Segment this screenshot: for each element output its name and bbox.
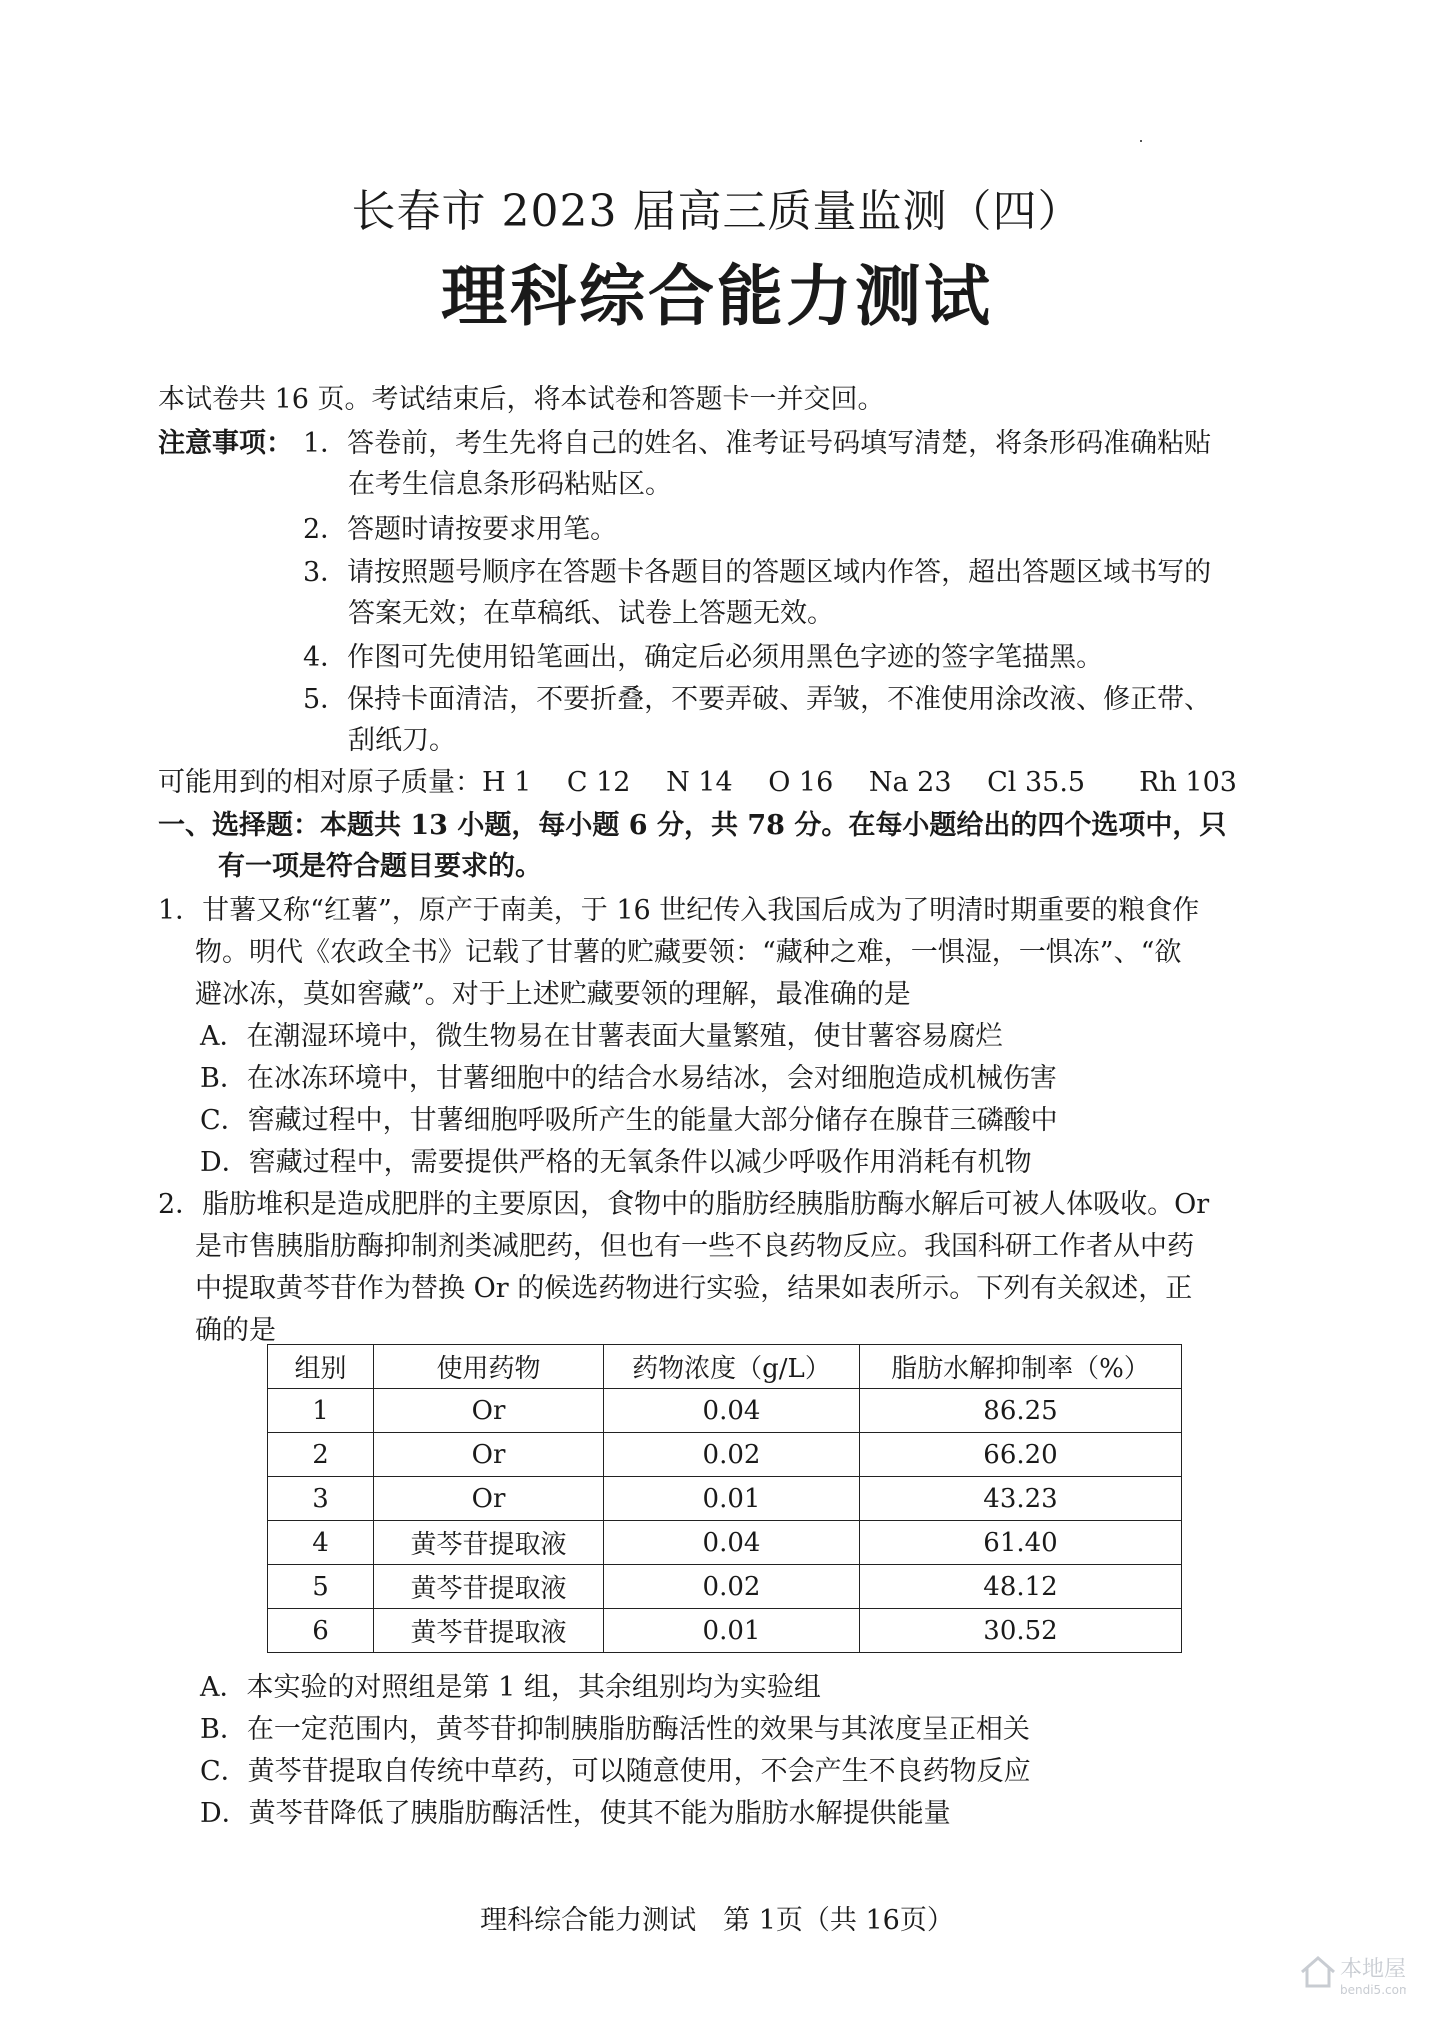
question-1-text: 物。明代《农政全书》记载了甘薯的贮藏要领：“藏种之难，一惧湿，一惧冻”、“欲	[195, 937, 1182, 968]
section-heading: 一、选择题：本题共 13 小题，每小题 6 分，共 78 分。在每小题给出的四个选项中，只	[158, 810, 1227, 841]
notice-item: 4．作图可先使用铅笔画出，确定后必须用黑色字迹的签字笔描黑。	[303, 642, 1104, 673]
section-heading-cont: 有一项是符合题目要求的。	[218, 851, 542, 882]
table-header: 药物浓度（g/L）	[604, 1345, 860, 1389]
notice-item: 5．保持卡面清洁，不要折叠，不要弄破、弄皱，不准使用涂改液、修正带、	[303, 684, 1212, 715]
question-1-option-a: A．在潮湿环境中，微生物易在甘薯表面大量繁殖，使甘薯容易腐烂	[200, 1021, 1003, 1052]
table-row	[268, 1477, 1182, 1521]
notice-item: 答案无效；在草稿纸、试卷上答题无效。	[348, 598, 834, 629]
table-cell: 0.04	[604, 1521, 860, 1565]
question-2-text: 2．脂肪堆积是造成肥胖的主要原因，食物中的脂肪经胰脂肪酶水解后可被人体吸收。Or	[158, 1189, 1210, 1220]
table-cell: 0.04	[604, 1389, 860, 1433]
table-cell: 6	[268, 1609, 374, 1653]
table-cell: 黄芩苷提取液	[374, 1609, 604, 1653]
exam-title: 长春市 2023 届高三质量监测（四）	[351, 186, 1083, 237]
table-row	[268, 1565, 1182, 1609]
table-row	[268, 1389, 1182, 1433]
question-1-option-c: C．窖藏过程中，甘薯细胞呼吸所产生的能量大部分储存在腺苷三磷酸中	[200, 1105, 1058, 1136]
watermark-name: 本地屋	[1340, 1957, 1406, 1982]
table-header: 组别	[268, 1345, 374, 1389]
results-table	[267, 1344, 1182, 1653]
table-cell: 黄芩苷提取液	[374, 1565, 604, 1609]
house-logo-icon	[1296, 1942, 1406, 2002]
table-cell: 61.40	[860, 1521, 1182, 1565]
question-2-option-a: A．本实验的对照组是第 1 组，其余组别均为实验组	[200, 1672, 821, 1703]
table-cell: Or	[374, 1477, 604, 1521]
table-cell: 0.02	[604, 1433, 860, 1477]
question-1-option-d: D．窖藏过程中，需要提供严格的无氧条件以减少呼吸作用消耗有机物	[200, 1147, 1032, 1178]
atomic-masses: 可能用到的相对原子质量：H 1 C 12 N 14 O 16 Na 23 Cl 35.5 Rh 103	[158, 767, 1237, 798]
notice-item: 3．请按照题号顺序在答题卡各题目的答题区域内作答，超出答题区域书写的	[303, 557, 1212, 588]
table-cell: 66.20	[860, 1433, 1182, 1477]
table-cell: 30.52	[860, 1609, 1182, 1653]
table-cell: 4	[268, 1521, 374, 1565]
notice-item: 在考生信息条形码粘贴区。	[348, 469, 672, 500]
intro-text: 本试卷共 16 页。考试结束后，将本试卷和答题卡一并交回。	[158, 384, 885, 415]
question-1-option-b: B．在冰冻环境中，甘薯细胞中的结合水易结冰，会对细胞造成机械伤害	[200, 1063, 1057, 1094]
table-header-row	[268, 1345, 1182, 1389]
page-footer: 理科综合能力测试 第 1页（共 16页）	[480, 1905, 954, 1936]
scan-dot	[1140, 140, 1142, 142]
question-2-text: 是市售胰脂肪酶抑制剂类减肥药，但也有一些不良药物反应。我国科研工作者从中药	[195, 1231, 1194, 1262]
question-2-option-b: B．在一定范围内，黄芩苷抑制胰脂肪酶活性的效果与其浓度呈正相关	[200, 1714, 1030, 1745]
table-cell: Or	[374, 1433, 604, 1477]
table-row	[268, 1609, 1182, 1653]
question-2-option-d: D．黄芩苷降低了胰脂肪酶活性，使其不能为脂肪水解提供能量	[200, 1798, 951, 1829]
table-cell: 黄芩苷提取液	[374, 1521, 604, 1565]
table-row	[268, 1433, 1182, 1477]
question-2-option-c: C．黄芩苷提取自传统中草药，可以随意使用，不会产生不良药物反应	[200, 1756, 1031, 1787]
notice-item: 1．答卷前，考生先将自己的姓名、准考证号码填写清楚，将条形码准确粘贴	[303, 428, 1212, 459]
table-cell: 2	[268, 1433, 374, 1477]
question-1-text: 1．甘薯又称“红薯”，原产于南美，于 16 世纪传入我国后成为了明清时期重要的粮食作	[158, 895, 1200, 926]
table-header: 使用药物	[374, 1345, 604, 1389]
question-1-text: 避冰冻，莫如窖藏”。对于上述贮藏要领的理解，最准确的是	[195, 979, 911, 1010]
table-cell: 0.01	[604, 1477, 860, 1521]
table-cell: 86.25	[860, 1389, 1182, 1433]
table-cell: 0.02	[604, 1565, 860, 1609]
notice-label: 注意事项：	[158, 428, 293, 459]
table-cell: 5	[268, 1565, 374, 1609]
table-cell: 48.12	[860, 1565, 1182, 1609]
notice-item: 刮纸刀。	[348, 725, 456, 756]
site-watermark	[1296, 1942, 1406, 2002]
question-2-text: 确的是	[195, 1315, 276, 1346]
notice-item: 2．答题时请按要求用笔。	[303, 514, 618, 545]
watermark-url: bendi5.com	[1340, 1983, 1406, 1997]
table-cell: 1	[268, 1389, 374, 1433]
table-header: 脂肪水解抑制率（%）	[860, 1345, 1182, 1389]
question-2-text: 中提取黄芩苷作为替换 Or 的候选药物进行实验，结果如表所示。下列有关叙述，正	[195, 1273, 1193, 1304]
table-cell: 0.01	[604, 1609, 860, 1653]
table-cell: 43.23	[860, 1477, 1182, 1521]
table-cell: Or	[374, 1389, 604, 1433]
table-cell: 3	[268, 1477, 374, 1521]
table-row	[268, 1521, 1182, 1565]
exam-subtitle: 理科综合能力测试	[441, 257, 993, 335]
